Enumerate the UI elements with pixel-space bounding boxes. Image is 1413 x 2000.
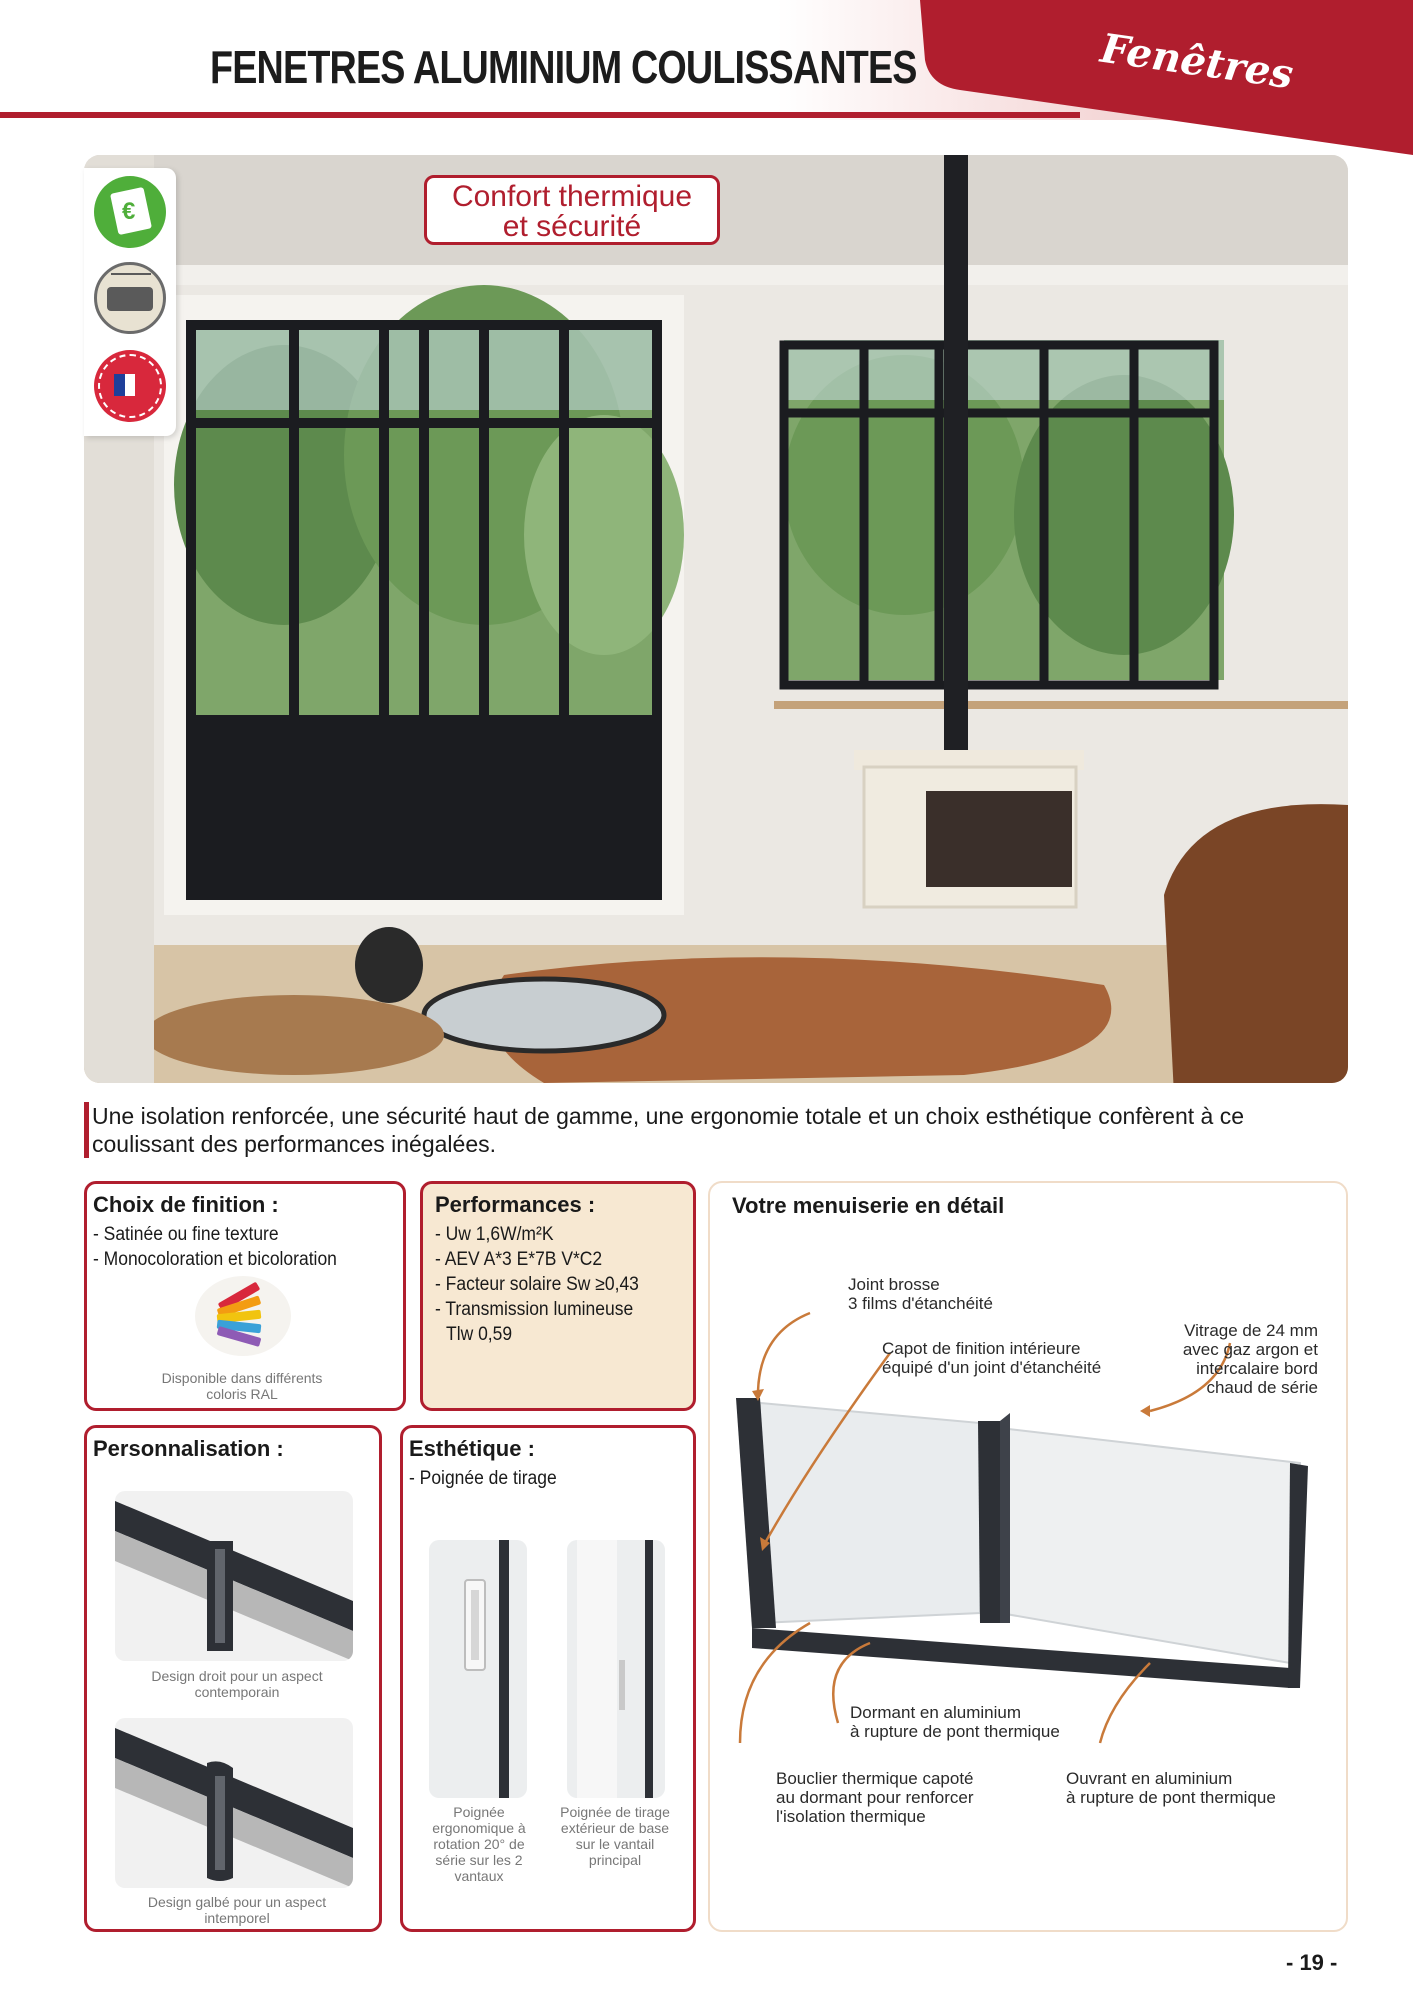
measure-tape-icon (94, 262, 166, 334)
perso-caption-1: Design droit pour un aspect contemporain (151, 1668, 323, 1700)
ergonomic-handle-image (429, 1540, 527, 1798)
personnalisation-box (84, 1425, 382, 1932)
section-tab-label: Fenêtres (1097, 24, 1297, 99)
label-dormant: Dormant en aluminium à rupture de pont thermique (850, 1703, 1060, 1741)
callout-line-1: Confort thermique (451, 180, 693, 213)
performance-item: - AEV A*3 E*7B V*C2 (435, 1249, 603, 1270)
finition-item: - Monocoloration et bicoloration (93, 1249, 337, 1270)
detail-title: Votre menuiserie en détail (732, 1193, 1005, 1218)
label-capot: Capot de finition intérieure équipé d'un joint d'étanchéité (882, 1339, 1102, 1377)
finition-box (84, 1181, 406, 1411)
fabrication-francaise-icon (94, 350, 166, 422)
label-joint: Joint brosse 3 films d'étanchéité (848, 1275, 993, 1313)
performances-box (420, 1181, 696, 1411)
intro-paragraph: Une isolation renforcée, une sécurité haut de gamme, une ergonomie totale et un choix esthétique confèrent à ce coulissant des performances inégalées. (92, 1103, 1244, 1157)
curved-profile-image (115, 1718, 353, 1888)
esthetique-item: - Poignée de tirage (409, 1468, 557, 1489)
finition-item: - Satinée ou fine texture (93, 1224, 279, 1245)
performances-title: Performances : (435, 1192, 596, 1217)
page-title: FENETRES ALUMINIUM COULISSANTES (210, 41, 917, 93)
esthetique-caption-2: Poignée de tirage extérieur de base sur le vantail principal (560, 1804, 670, 1868)
label-ouvrant: Ouvrant en aluminium à rupture de pont thermique (1066, 1769, 1276, 1807)
performance-item: - Uw 1,6W/m²K (435, 1224, 554, 1245)
personnalisation-title: Personnalisation : (93, 1436, 284, 1461)
performance-item: - Facteur solaire Sw ≥0,43 (435, 1274, 639, 1295)
callout-line-2: et sécurité (502, 210, 642, 243)
hero-callout (424, 175, 720, 245)
esthetique-title: Esthétique : (409, 1436, 535, 1461)
label-vitrage: Vitrage de 24 mm avec gaz argon et intercalaire bord chaud de série (1182, 1321, 1318, 1397)
performance-item: Tlw 0,59 (446, 1324, 513, 1345)
pull-handle-image (567, 1540, 665, 1798)
intro-accent-bar (84, 1102, 89, 1158)
finition-caption: Disponible dans différents coloris RAL (161, 1370, 323, 1402)
perso-caption-2: Design galbé pour un aspect intemporel (147, 1894, 327, 1926)
label-bouclier: Bouclier thermique capoté au dormant pour renforcer l'isolation thermique (776, 1769, 974, 1826)
color-palette-icon (195, 1276, 291, 1356)
detail-box (708, 1181, 1348, 1932)
esthetique-box (400, 1425, 696, 1932)
performance-item: - Transmission lumineuse (435, 1299, 634, 1320)
page-number: - 19 - (1286, 1950, 1338, 1975)
feature-badges (84, 168, 176, 436)
euro-document-icon: € (94, 176, 166, 248)
hero-photo (84, 155, 1348, 1083)
straight-profile-image (115, 1491, 353, 1661)
esthetique-caption-1: Poignée ergonomique à rotation 20° de série sur les 2 vantaux (432, 1804, 526, 1884)
finition-title: Choix de finition : (93, 1192, 279, 1217)
